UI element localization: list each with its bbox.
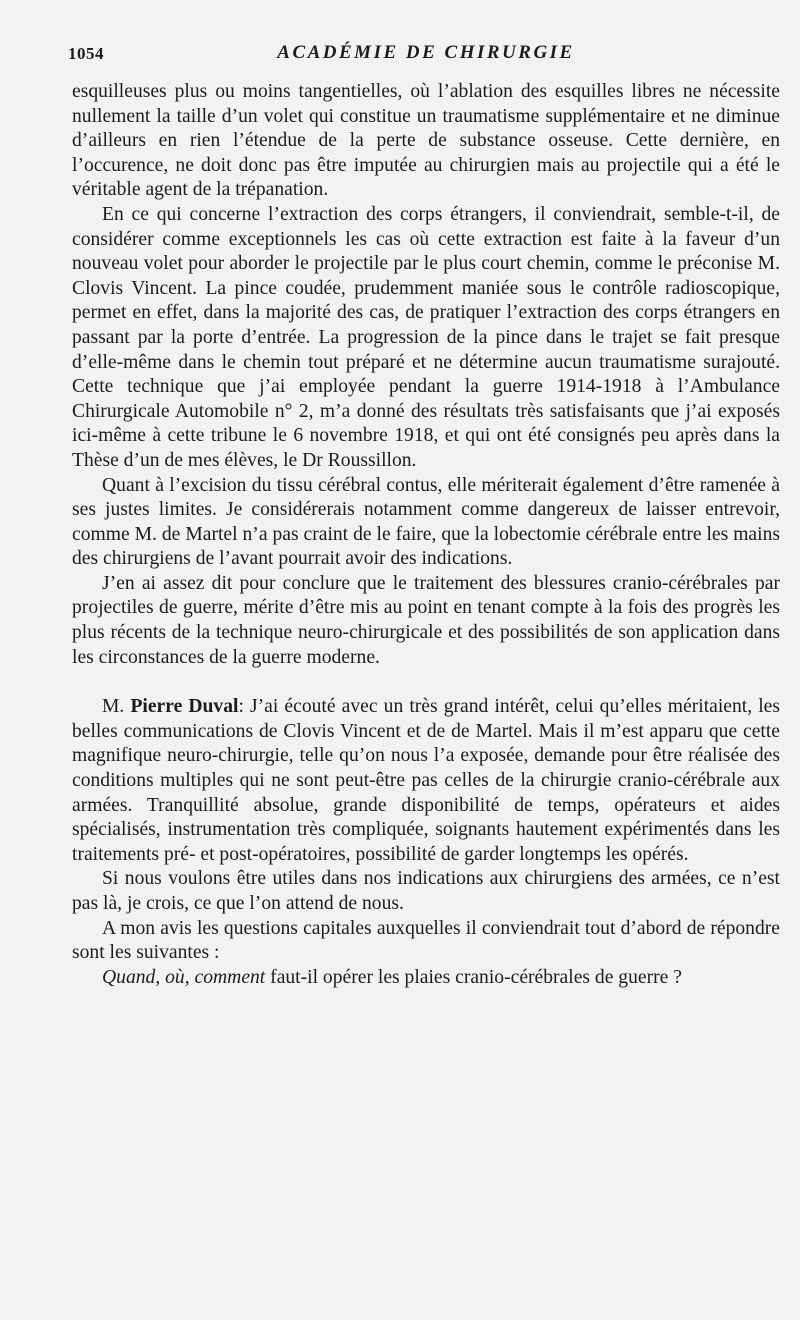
page-number: 1054 (68, 44, 104, 63)
question-words: Quand, où, comment (102, 966, 266, 988)
speaker-prefix: M. (102, 696, 131, 718)
page-header (68, 38, 780, 68)
section-break (72, 670, 780, 695)
paragraph-5-body: : J’ai écouté avec un très grand intérêt, celui qu’elles méritaient, les belles communications de Clovis Vincent et de de Martel. Mais il m’est apparu que cette magnifique neuro-chirurgie, telle qu’on nous l’a exposée, demande pour être réalisée des conditions multiples qui ne sont peut-être pas celles de la chirurgie cranio-cérébrale aux armées. Tranquillité absolue, grande disponibilité de temps, opérateurs et aides spécialisés, instrumentation très compliquée, soignants hautement expérimentés dans les traitements pré- et post-opératoires, possibilité de garder longtemps les opérés. (72, 696, 780, 865)
paragraph-8-body: faut-il opérer les plaies cranio-cérébrales de guerre ? (265, 966, 682, 988)
speaker-name: Pierre Duval (130, 696, 239, 718)
paragraph-6: Si nous voulons être utiles dans nos indications aux chirurgiens des armées, ce n’est pas là, je crois, ce que l’on attend de nous. (72, 868, 780, 914)
paragraph-3: Quant à l’excision du tissu cérébral contus, elle mériterait également d’être ramenée à ses justes limites. Je considérerais notamment comme dangereux de laisser entrevoir, comme M. de Martel n’a pas craint de le faire, que la lobectomie cérébrale entre les mains des chirurgiens de l’avant pourrait avoir des indications. (72, 474, 780, 570)
paragraph-4: J’en ai assez dit pour conclure que le traitement des blessures cranio-cérébrales par projectiles de guerre, mérite d’être mis au point en tenant compte à la fois des progrès les plus récents de la technique neuro-chirurgicale et des possibilités de son application dans les circonstances de la guerre moderne. (72, 572, 780, 668)
paragraph-8 (72, 966, 780, 991)
paragraph-7: A mon avis les questions capitales auxquelles il conviendrait tout d’abord de répondre sont les suivantes : (72, 917, 780, 964)
document-page (68, 38, 780, 990)
paragraph-2: En ce qui concerne l’extraction des corps étrangers, il conviendrait, semble-t-il, de considérer comme exceptionnels les cas où cette extraction est faite à la faveur d’un nouveau volet pour aborder le projectile par le plus court chemin, comme le préconise M. Clovis Vincent. La pince coudée, prudemment maniée sous le contrôle radioscopique, permet en effet, dans la majorité des cas, de pratiquer l’extraction des corps étrangers en passant par la porte d’entrée. La progression de la pince dans le trajet se fait presque d’elle-même dans le chemin tout préparé et ne détermine aucun traumatisme surajouté. Cette technique que j’ai employée pendant la guerre 1914-1918 à l’Ambulance Chirurgicale Automobile n° 2, m’a donné des résultats très satisfaisants que j’ai exposés ici-même à cette tribune le 6 novembre 1918, et qui ont été consignés peu après dans la Thèse d’un de mes élèves, le Dr Roussillon. (72, 203, 780, 471)
paragraph-1: esquilleuses plus ou moins tangentielles, où l’ablation des esquilles libres ne nécessite nullement la taille d’un volet qui constitue un traumatisme supplémentaire et ne diminue d’ailleurs en rien l’étendue de la perte de substance osseuse. Cette dernière, en l’occurence, ne doit donc pas être imputée au chirurgien mais au projectile qui a été le véritable agent de la trépanation. (72, 81, 780, 201)
paragraph-5 (72, 695, 780, 867)
running-title: ACADÉMIE DE CHIRURGIE (277, 42, 575, 63)
